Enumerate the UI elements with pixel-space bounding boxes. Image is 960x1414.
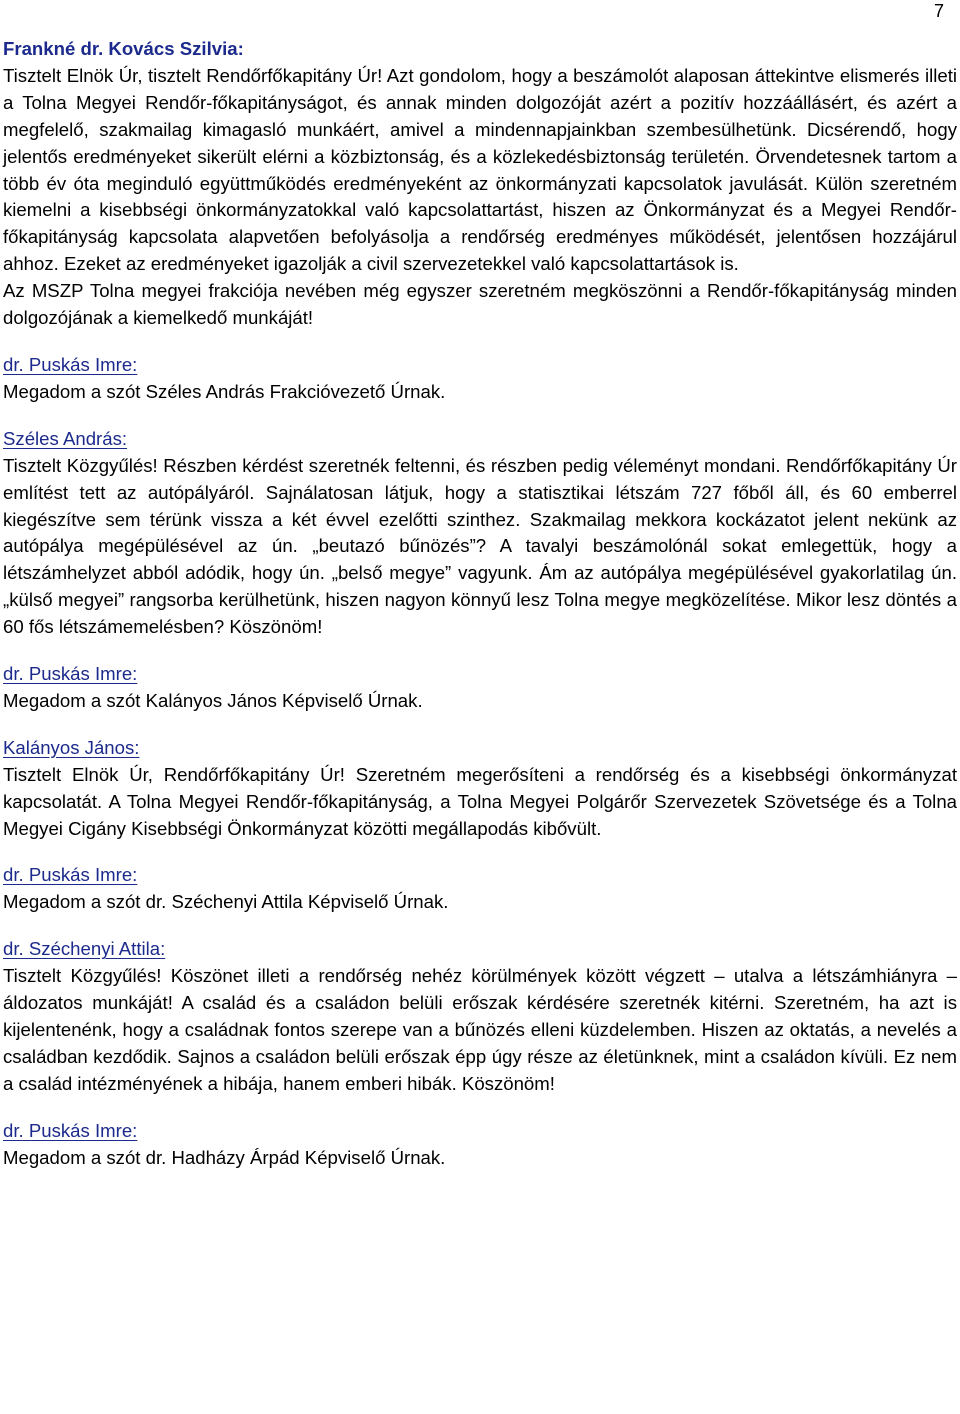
document-body <box>3 36 957 1192</box>
speaker-name: Széles András: <box>3 427 128 449</box>
speech-block <box>3 352 957 406</box>
speech-block <box>3 735 957 843</box>
speaker-name: dr. Puskás Imre: <box>3 353 138 375</box>
speaker-name: dr. Széchenyi Attila: <box>3 938 166 960</box>
speech-block <box>3 936 957 1097</box>
speech-paragraph: Megadom a szót dr. Széchenyi Attila Képviselő Úrnak. <box>3 891 449 913</box>
speech-paragraph: Tisztelt Közgyűlés! Köszönet illeti a rendőrség nehéz körülmények között végzett – utalva a létszámhiányra – áldozatos munkáját! A család és a családon belüli erőszak kérdésére szeretnék kitérni. Szeretném, ha azt is kijelentenénk, hogy a családnak fontos szerepe van a bűnözés elleni küzdelemben. Hiszen az oktatás, a nevelés a családban kezdődik. Sajnos a családon belüli erőszak épp úgy része az életünknek, mint a családon kívüli. Ez nem a család intézményének a hibája, hanem emberi hibák. Köszönöm! <box>3 965 957 1094</box>
speech-paragraph: Tisztelt Elnök Úr, tisztelt Rendőrfőkapitány Úr! Azt gondolom, hogy a beszámolót alaposan áttekintve elismerés illeti a Tolna Megyei Rendőr-főkapitányságot, és annak minden dolgozóját azért a pozitív hozzáállásért, és azért a megfelelő, szakmailag kimagasló munkáért, amivel a mindennapjainkban szembesülhetünk. Dicsérendő, hogy jelentős eredményeket sikerült elérni a közbiztonság, és a közlekedésbiztonság területén. Örvendetesnek tartom a több év óta meginduló együttműködés eredményeként az önkormányzati kapcsolatok javulását. Külön szeretném kiemelni a kisebbségi önkormányzatokkal való kapcsolattartást, hiszen az Önkormányzat és a Megyei Rendőr-főkapitányság kapcsolata alapvetően befolyásolja a rendőrség eredményes működését, jelentősen hozzájárul ahhoz. Ezeket az eredményeket igazolják a civil szervezetekkel való kapcsolattartások is. <box>3 64 957 275</box>
speaker-name: dr. Puskás Imre: <box>3 864 138 886</box>
speaker-name: Kalányos János: <box>3 736 140 758</box>
speech-block <box>3 36 957 332</box>
speech-block <box>3 426 957 641</box>
speech-block <box>3 1118 957 1172</box>
speaker-name: Frankné dr. Kovács Szilvia: <box>3 38 244 59</box>
speech-paragraph: Megadom a szót Kalányos János Képviselő Úrnak. <box>3 689 423 711</box>
speech-paragraph: Tisztelt Közgyűlés! Részben kérdést szeretnék feltenni, és részben pedig véleményt mondani. Rendőrfőkapitány Úr említést tett az autópályáról. Sajnálatosan látjuk, hogy a statisztikai létszám 727 főből áll, és 60 emberrel kiegészítve sem térünk vissza a két évvel ezelőtti szinthez. Szakmailag mekkora kockázatot jelent nekünk az autópálya megépülésével az ún. „beutazó bűnözés”? A tavalyi beszámolónál sokat emlegettük, hogy a létszámhelyzet abból adódik, hogy ún. „belső megye” vagyunk. Ám az autópálya megépülésével gyakorlatilag ún. „külső megyei” rangsorba kerülhetünk, hiszen nagyon könnyű lesz Tolna megye megközelítése. Mikor lesz döntés a 60 fős létszámemelésben? Köszönöm! <box>3 454 957 638</box>
speech-paragraph: Megadom a szót dr. Hadházy Árpád Képviselő Úrnak. <box>3 1146 446 1168</box>
speech-paragraph: Tisztelt Elnök Úr, Rendőrfőkapitány Úr! Szeretném megerősíteni a rendőrség és a kisebbségi önkormányzat kapcsolatát. A Tolna Megyei Rendőr-főkapitányság, a Tolna Megyei Polgárőr Szervezetek Szövetsége és a Tolna Megyei Cigány Kisebbségi Önkormányzat közötti megállapodás kibővült. <box>3 763 957 839</box>
speech-block <box>3 661 957 715</box>
speech-block <box>3 862 957 916</box>
speaker-name: dr. Puskás Imre: <box>3 663 138 685</box>
speaker-name: dr. Puskás Imre: <box>3 1119 138 1141</box>
page-number: 7 <box>934 1 945 21</box>
speech-paragraph: Az MSZP Tolna megyei frakciója nevében még egyszer szeretném megköszönni a Rendőr-főkapitányság minden dolgozójának a kiemelkedő munkáját! <box>3 280 957 329</box>
speech-paragraph: Megadom a szót Széles András Frakcióvezető Úrnak. <box>3 380 446 402</box>
